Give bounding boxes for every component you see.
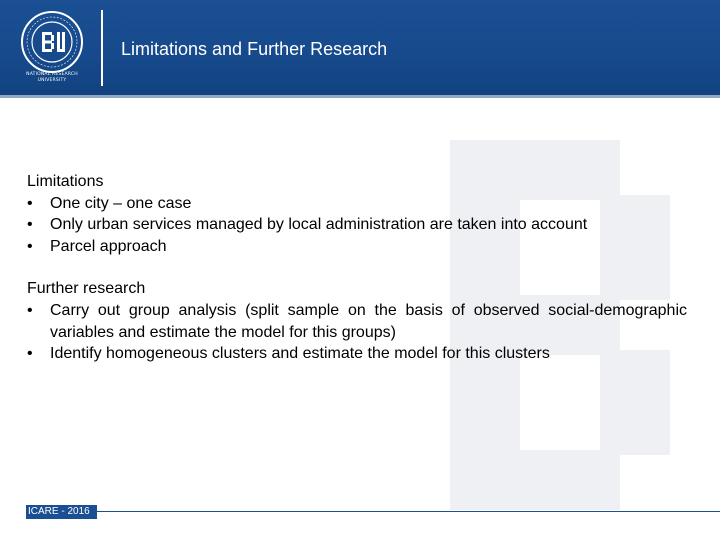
slide-body xyxy=(27,171,687,365)
list-item xyxy=(27,236,687,258)
bullet-icon: • xyxy=(27,345,33,363)
slide-title: Limitations and Further Research xyxy=(121,39,388,59)
bullet-icon: • xyxy=(27,237,33,255)
further-research-heading: Further research xyxy=(27,280,146,298)
list-item-text: Only urban services managed by local administration are taken into account xyxy=(50,216,588,234)
slide-header xyxy=(0,0,720,95)
logo-caption xyxy=(14,72,90,84)
list-item xyxy=(27,300,687,343)
list-item-text: Parcel approach xyxy=(50,237,167,255)
list-item xyxy=(27,343,687,365)
limitations-list xyxy=(27,193,687,258)
list-item-text: One city – one case xyxy=(50,194,192,212)
bullet-icon: • xyxy=(27,194,33,212)
limitations-heading: Limitations xyxy=(27,173,104,190)
header-divider xyxy=(101,10,103,86)
list-item xyxy=(27,214,687,236)
section-gap xyxy=(27,257,687,278)
list-item-text: Identify homogeneous clusters and estimate the model for this clusters xyxy=(50,345,550,363)
bullet-icon: • xyxy=(27,301,33,319)
university-logo-icon xyxy=(20,10,84,74)
list-item xyxy=(27,193,687,215)
footer-label: ICARE - 2016 xyxy=(26,505,97,519)
header-underline xyxy=(0,95,720,98)
further-research-list xyxy=(27,300,687,365)
logo-caption-line-1: NATIONAL RESEARCH xyxy=(26,72,78,77)
logo-caption-line-2: UNIVERSITY xyxy=(37,78,67,83)
list-item-text: Carry out group analysis (split sample on the basis of observed social-demographic variables and estimate the model for this groups) xyxy=(50,301,687,341)
bullet-icon: • xyxy=(27,216,33,234)
footer-line xyxy=(97,511,720,512)
